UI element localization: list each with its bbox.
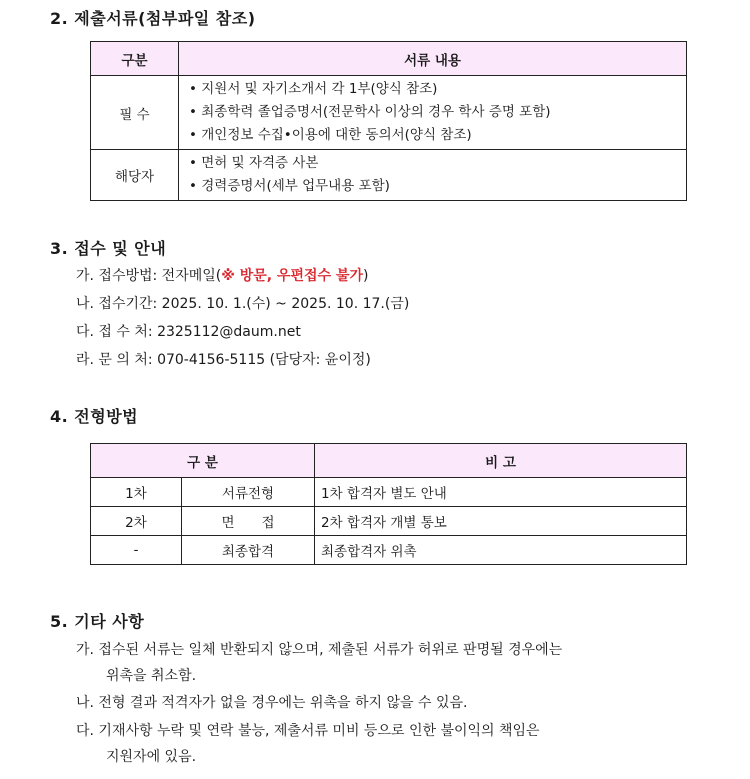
table-row xyxy=(91,76,687,150)
row-content-required xyxy=(179,76,687,150)
section-title-documents: 2. 제출서류(첨부파일 참조) xyxy=(50,9,256,28)
reception-method xyxy=(76,265,368,285)
table-header-category: 구분 xyxy=(91,42,179,76)
other-item-2: 나. 전형 결과 적격자가 없을 경우에는 위촉을 하지 않을 수 있음. xyxy=(76,695,468,711)
reception-contact: 라. 문 의 처: 070-4156-5115 (담당자: 윤이정) xyxy=(76,352,371,368)
row-type: 서류전형 xyxy=(182,478,315,507)
other-item-3-line-2: 지원자에 있음. xyxy=(106,749,197,765)
section-title-reception: 3. 접수 및 안내 xyxy=(50,239,167,258)
row-category-required: 필 수 xyxy=(91,76,179,150)
reception-method-close: ) xyxy=(363,268,369,284)
list-item: • 경력증명서(세부 업무내용 포함) xyxy=(189,178,390,194)
table-header-content: 서류 내용 xyxy=(179,42,687,76)
row-note: 최종합격자 위촉 xyxy=(315,536,687,565)
table-row xyxy=(91,536,687,565)
table-row xyxy=(91,507,687,536)
list-item: • 지원서 및 자기소개서 각 1부(양식 참조) xyxy=(189,81,438,97)
reception-address: 다. 접 수 처: 2325112@daum.net xyxy=(76,324,301,340)
row-stage: - xyxy=(91,536,182,565)
other-item-3-line-1: 다. 기재사항 누락 및 연락 불능, 제출서류 미비 등으로 인한 불이익의 책임은 xyxy=(76,723,540,739)
table-header-row xyxy=(91,444,687,478)
other-item-1-line-2: 위촉을 취소함. xyxy=(106,668,197,684)
documents-table xyxy=(90,41,687,201)
list-item: • 최종학력 졸업증명서(전문학사 이상의 경우 학사 증명 포함) xyxy=(189,104,551,120)
row-category-applicable: 해당자 xyxy=(91,150,179,201)
other-item-1-line-1: 가. 접수된 서류는 일체 반환되지 않으며, 제출된 서류가 허위로 판명될 경우에는 xyxy=(76,642,563,658)
section-title-screening: 4. 전형방법 xyxy=(50,407,139,426)
table-header-note: 비 고 xyxy=(315,444,687,478)
table-header-category: 구 분 xyxy=(91,444,315,478)
list-item: • 면허 및 자격증 사본 xyxy=(189,155,319,171)
row-stage: 2차 xyxy=(91,507,182,536)
reception-warning: ※ 방문, 우편접수 불가 xyxy=(221,268,363,284)
section-title-other: 5. 기타 사항 xyxy=(50,612,145,631)
screening-table xyxy=(90,443,687,565)
table-header-row xyxy=(91,42,687,76)
row-note: 2차 합격자 개별 통보 xyxy=(315,507,687,536)
row-type: 면 접 xyxy=(182,507,315,536)
table-row xyxy=(91,478,687,507)
reception-period: 나. 접수기간: 2025. 10. 1.(수) ~ 2025. 10. 17.(금) xyxy=(76,296,410,312)
reception-method-label: 가. 접수방법: 전자메일( xyxy=(76,268,222,284)
row-note: 1차 합격자 별도 안내 xyxy=(315,478,687,507)
table-row xyxy=(91,150,687,201)
row-content-applicable xyxy=(179,150,687,201)
list-item: • 개인정보 수집•이용에 대한 동의서(양식 참조) xyxy=(189,127,472,143)
row-type: 최종합격 xyxy=(182,536,315,565)
row-stage: 1차 xyxy=(91,478,182,507)
